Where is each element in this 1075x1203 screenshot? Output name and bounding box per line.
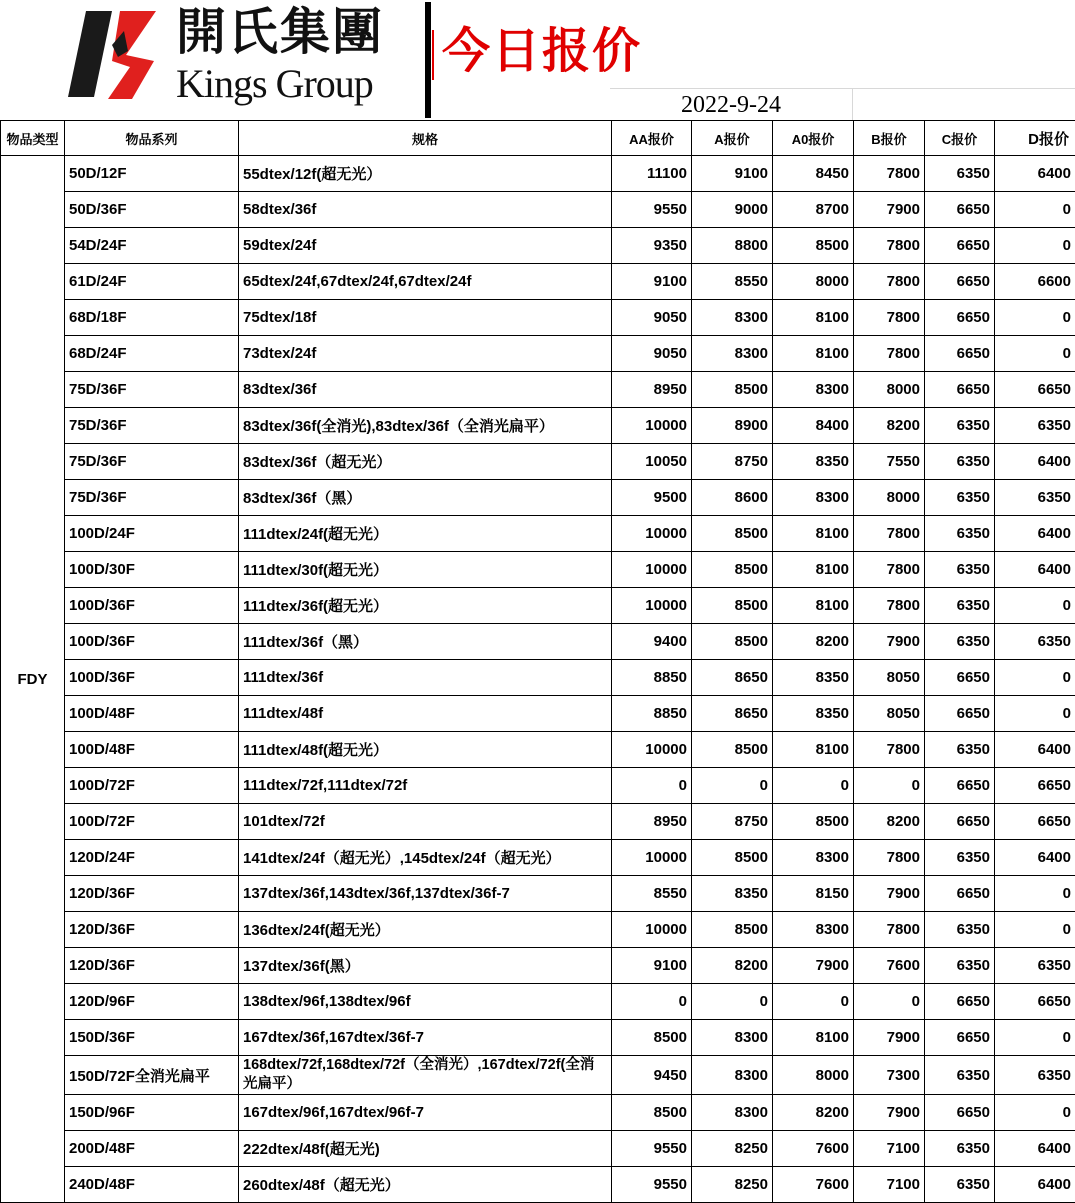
- price-cell: 6350: [925, 1131, 995, 1167]
- spec-cell: 55dtex/12f(超无光）: [239, 156, 612, 192]
- table-row: [1, 1167, 1075, 1203]
- kings-group-logo-icon: [68, 5, 164, 101]
- price-cell: 8000: [854, 372, 925, 408]
- price-cell: 6650: [925, 984, 995, 1020]
- price-cell: 8150: [773, 876, 854, 912]
- table-row: [1, 336, 1075, 372]
- quote-date: 2022-9-24: [610, 88, 852, 120]
- price-cell: 6350: [925, 912, 995, 948]
- table-row: [1, 552, 1075, 588]
- price-cell: 10050: [612, 444, 692, 480]
- table-header-row: [1, 121, 1075, 156]
- price-cell: 7800: [854, 156, 925, 192]
- price-cell: 6650: [925, 1020, 995, 1056]
- price-cell: 8500: [692, 516, 773, 552]
- series-cell: 100D/36F: [65, 660, 239, 696]
- price-cell: 0: [612, 984, 692, 1020]
- price-cell: 7600: [773, 1167, 854, 1203]
- table-row: [1, 264, 1075, 300]
- price-cell: 0: [995, 588, 1075, 624]
- price-cell: 8850: [612, 660, 692, 696]
- price-cell: 6400: [995, 1131, 1075, 1167]
- price-cell: 8650: [692, 660, 773, 696]
- price-cell: 8200: [854, 408, 925, 444]
- price-cell: 6400: [995, 732, 1075, 768]
- spec-cell: 111dtex/36f（黑）: [239, 624, 612, 660]
- table-row: [1, 516, 1075, 552]
- price-cell: 0: [995, 228, 1075, 264]
- series-cell: 100D/48F: [65, 696, 239, 732]
- spec-cell: 75dtex/18f: [239, 300, 612, 336]
- price-cell: 8550: [692, 264, 773, 300]
- price-cell: 8050: [854, 660, 925, 696]
- spec-cell: 101dtex/72f: [239, 804, 612, 840]
- table-row: [1, 624, 1075, 660]
- table-row: [1, 732, 1075, 768]
- price-cell: 11100: [612, 156, 692, 192]
- price-cell: 0: [995, 876, 1075, 912]
- price-cell: 0: [854, 768, 925, 804]
- series-cell: 150D/96F: [65, 1095, 239, 1131]
- table-row: [1, 228, 1075, 264]
- price-cell: 8750: [692, 444, 773, 480]
- price-cell: 10000: [612, 588, 692, 624]
- price-cell: 7800: [854, 912, 925, 948]
- page-header: [0, 0, 1075, 120]
- table-row: [1, 300, 1075, 336]
- price-cell: 0: [995, 660, 1075, 696]
- spec-cell: 111dtex/36f: [239, 660, 612, 696]
- series-cell: 100D/36F: [65, 624, 239, 660]
- table-row: [1, 1020, 1075, 1056]
- series-cell: 120D/36F: [65, 876, 239, 912]
- price-cell: 8500: [692, 912, 773, 948]
- column-header: A0报价: [773, 121, 854, 156]
- price-cell: 7900: [854, 624, 925, 660]
- spec-cell: 167dtex/96f,167dtex/96f-7: [239, 1095, 612, 1131]
- series-cell: 75D/36F: [65, 444, 239, 480]
- price-cell: 7900: [854, 192, 925, 228]
- price-cell: 0: [692, 768, 773, 804]
- price-cell: 7100: [854, 1167, 925, 1203]
- price-cell: 10000: [612, 840, 692, 876]
- price-cell: 0: [995, 1020, 1075, 1056]
- price-cell: 7100: [854, 1131, 925, 1167]
- price-cell: 8300: [692, 1095, 773, 1131]
- column-header: 物品类型: [1, 121, 65, 156]
- price-cell: 6650: [925, 696, 995, 732]
- table-row: [1, 768, 1075, 804]
- price-cell: 6350: [925, 444, 995, 480]
- price-cell: 7900: [854, 876, 925, 912]
- series-cell: 100D/72F: [65, 768, 239, 804]
- price-cell: 6350: [925, 516, 995, 552]
- price-cell: 8000: [773, 264, 854, 300]
- series-cell: 120D/96F: [65, 984, 239, 1020]
- price-cell: 6350: [995, 408, 1075, 444]
- item-type-cell: FDY: [1, 156, 65, 1203]
- column-header: B报价: [854, 121, 925, 156]
- price-cell: 6400: [995, 552, 1075, 588]
- price-cell: 8500: [773, 228, 854, 264]
- price-cell: 8100: [773, 516, 854, 552]
- price-cell: 8300: [773, 912, 854, 948]
- spec-cell: 83dtex/36f(全消光),83dtex/36f（全消光扁平）: [239, 408, 612, 444]
- price-cell: 8500: [692, 624, 773, 660]
- price-cell: 6650: [925, 804, 995, 840]
- price-cell: 8300: [692, 1056, 773, 1095]
- spec-cell: 138dtex/96f,138dtex/96f: [239, 984, 612, 1020]
- series-cell: 75D/36F: [65, 372, 239, 408]
- price-cell: 6650: [995, 768, 1075, 804]
- price-cell: 8550: [612, 876, 692, 912]
- series-cell: 100D/24F: [65, 516, 239, 552]
- price-cell: 0: [612, 768, 692, 804]
- price-cell: 9550: [612, 1131, 692, 1167]
- price-cell: 7900: [854, 1020, 925, 1056]
- price-cell: 7800: [854, 228, 925, 264]
- price-cell: 8300: [773, 372, 854, 408]
- price-cell: 7600: [854, 948, 925, 984]
- price-cell: 8300: [692, 1020, 773, 1056]
- price-cell: 6350: [925, 552, 995, 588]
- price-cell: 6650: [995, 372, 1075, 408]
- blank-header-cell: [852, 88, 1075, 121]
- price-cell: 8350: [773, 444, 854, 480]
- price-cell: 9100: [692, 156, 773, 192]
- series-cell: 68D/24F: [65, 336, 239, 372]
- price-cell: 8300: [692, 336, 773, 372]
- price-cell: 0: [995, 336, 1075, 372]
- spec-cell: 137dtex/36f,143dtex/36f,137dtex/36f-7: [239, 876, 612, 912]
- price-cell: 8500: [692, 372, 773, 408]
- page-title: 今日报价: [442, 18, 642, 84]
- price-cell: 6400: [995, 444, 1075, 480]
- price-cell: 9500: [612, 480, 692, 516]
- price-cell: 8250: [692, 1131, 773, 1167]
- series-cell: 120D/36F: [65, 948, 239, 984]
- price-cell: 8500: [692, 840, 773, 876]
- spec-cell: 111dtex/30f(超无光）: [239, 552, 612, 588]
- spec-cell: 137dtex/36f(黑）: [239, 948, 612, 984]
- price-cell: 7800: [854, 516, 925, 552]
- price-cell: 6350: [925, 480, 995, 516]
- spec-cell: 73dtex/24f: [239, 336, 612, 372]
- price-cell: 8350: [773, 660, 854, 696]
- table-row: [1, 1131, 1075, 1167]
- price-cell: 8200: [773, 1095, 854, 1131]
- table-row: [1, 660, 1075, 696]
- price-cell: 6400: [995, 516, 1075, 552]
- price-cell: 6650: [925, 1095, 995, 1131]
- price-cell: 7800: [854, 336, 925, 372]
- spec-cell: 167dtex/36f,167dtex/36f-7: [239, 1020, 612, 1056]
- price-cell: 7800: [854, 840, 925, 876]
- series-cell: 100D/36F: [65, 588, 239, 624]
- price-cell: 10000: [612, 516, 692, 552]
- table-row: [1, 444, 1075, 480]
- spec-cell: 59dtex/24f: [239, 228, 612, 264]
- price-cell: 6650: [995, 804, 1075, 840]
- price-cell: 0: [773, 984, 854, 1020]
- price-cell: 6350: [995, 480, 1075, 516]
- table-row: [1, 876, 1075, 912]
- series-cell: 100D/72F: [65, 804, 239, 840]
- series-cell: 100D/30F: [65, 552, 239, 588]
- series-cell: 68D/18F: [65, 300, 239, 336]
- price-cell: 7900: [854, 1095, 925, 1131]
- series-cell: 100D/48F: [65, 732, 239, 768]
- price-cell: 6350: [995, 948, 1075, 984]
- price-cell: 0: [854, 984, 925, 1020]
- price-cell: 8500: [692, 588, 773, 624]
- price-cell: 8200: [773, 624, 854, 660]
- price-cell: 6650: [925, 372, 995, 408]
- price-cell: 7800: [854, 300, 925, 336]
- series-cell: 240D/48F: [65, 1167, 239, 1203]
- price-cell: 8700: [773, 192, 854, 228]
- price-cell: 6350: [925, 408, 995, 444]
- price-cell: 6400: [995, 156, 1075, 192]
- spec-cell: 136dtex/24f(超无光）: [239, 912, 612, 948]
- price-cell: 8100: [773, 588, 854, 624]
- price-cell: 8750: [692, 804, 773, 840]
- price-cell: 8300: [773, 840, 854, 876]
- price-cell: 6600: [995, 264, 1075, 300]
- spec-cell: 222dtex/48f(超无光): [239, 1131, 612, 1167]
- price-cell: 7800: [854, 264, 925, 300]
- price-cell: 8250: [692, 1167, 773, 1203]
- price-cell: 9100: [612, 948, 692, 984]
- price-cell: 8950: [612, 372, 692, 408]
- logo-chinese-name: 開氏集團: [176, 2, 384, 62]
- price-cell: 8000: [854, 480, 925, 516]
- price-cell: 8100: [773, 1020, 854, 1056]
- table-row: [1, 840, 1075, 876]
- price-cell: 6350: [925, 732, 995, 768]
- spec-cell: 141dtex/24f（超无光）,145dtex/24f（超无光）: [239, 840, 612, 876]
- series-cell: 75D/36F: [65, 480, 239, 516]
- series-cell: 54D/24F: [65, 228, 239, 264]
- price-cell: 8950: [612, 804, 692, 840]
- price-cell: 9400: [612, 624, 692, 660]
- price-cell: 9000: [692, 192, 773, 228]
- price-cell: 8400: [773, 408, 854, 444]
- price-cell: 7550: [854, 444, 925, 480]
- spec-cell: 83dtex/36f（超无光）: [239, 444, 612, 480]
- price-cell: 0: [995, 300, 1075, 336]
- table-row: [1, 480, 1075, 516]
- spec-cell: 65dtex/24f,67dtex/24f,67dtex/24f: [239, 264, 612, 300]
- price-cell: 0: [995, 1095, 1075, 1131]
- table-row: [1, 192, 1075, 228]
- table-row: [1, 912, 1075, 948]
- price-cell: 8500: [773, 804, 854, 840]
- price-cell: 7800: [854, 732, 925, 768]
- table-row: [1, 1056, 1075, 1095]
- price-cell: 7800: [854, 588, 925, 624]
- price-cell: 6650: [925, 228, 995, 264]
- price-cell: 6350: [925, 840, 995, 876]
- spec-cell: 111dtex/36f(超无光）: [239, 588, 612, 624]
- series-cell: 75D/36F: [65, 408, 239, 444]
- price-cell: 6650: [925, 300, 995, 336]
- table-row: [1, 804, 1075, 840]
- series-cell: 61D/24F: [65, 264, 239, 300]
- series-cell: 50D/36F: [65, 192, 239, 228]
- column-header: AA报价: [612, 121, 692, 156]
- price-cell: 8000: [773, 1056, 854, 1095]
- price-cell: 0: [692, 984, 773, 1020]
- price-cell: 6650: [925, 336, 995, 372]
- price-cell: 6650: [925, 660, 995, 696]
- table-row: [1, 696, 1075, 732]
- price-cell: 8200: [692, 948, 773, 984]
- price-cell: 9550: [612, 1167, 692, 1203]
- price-cell: 10000: [612, 912, 692, 948]
- price-cell: 8500: [612, 1020, 692, 1056]
- column-header: 物品系列: [65, 121, 239, 156]
- price-cell: 8650: [692, 696, 773, 732]
- price-cell: 6400: [995, 1167, 1075, 1203]
- price-cell: 9450: [612, 1056, 692, 1095]
- price-cell: 9550: [612, 192, 692, 228]
- price-cell: 6650: [925, 192, 995, 228]
- spec-cell: 83dtex/36f（黑）: [239, 480, 612, 516]
- price-cell: 8850: [612, 696, 692, 732]
- price-cell: 7800: [854, 552, 925, 588]
- price-cell: 7600: [773, 1131, 854, 1167]
- price-cell: 7900: [773, 948, 854, 984]
- price-cell: 8050: [854, 696, 925, 732]
- price-cell: 8350: [692, 876, 773, 912]
- column-header: A报价: [692, 121, 773, 156]
- price-cell: 8100: [773, 552, 854, 588]
- title-accent-line: [432, 30, 434, 80]
- price-cell: 10000: [612, 408, 692, 444]
- table-row: [1, 1095, 1075, 1131]
- price-cell: 8500: [612, 1095, 692, 1131]
- column-header: 规格: [239, 121, 612, 156]
- price-cell: 6350: [925, 588, 995, 624]
- price-cell: 8200: [854, 804, 925, 840]
- spec-cell: 111dtex/72f,111dtex/72f: [239, 768, 612, 804]
- table-row: [1, 408, 1075, 444]
- series-cell: 150D/72F全消光扁平: [65, 1056, 239, 1095]
- series-cell: 120D/36F: [65, 912, 239, 948]
- price-cell: 10000: [612, 732, 692, 768]
- price-table: [0, 120, 1075, 1203]
- table-row: [1, 156, 1075, 192]
- spec-cell: 58dtex/36f: [239, 192, 612, 228]
- price-cell: 0: [773, 768, 854, 804]
- price-cell: 9050: [612, 336, 692, 372]
- price-cell: 6350: [925, 156, 995, 192]
- price-cell: 8350: [773, 696, 854, 732]
- series-cell: 120D/24F: [65, 840, 239, 876]
- price-cell: 8600: [692, 480, 773, 516]
- header-divider: [425, 2, 431, 118]
- logo-english-name: Kings Group: [176, 62, 373, 106]
- price-cell: 6350: [925, 1056, 995, 1095]
- spec-cell: 83dtex/36f: [239, 372, 612, 408]
- price-cell: 6350: [995, 624, 1075, 660]
- spec-cell: 111dtex/48f: [239, 696, 612, 732]
- table-row: [1, 588, 1075, 624]
- price-cell: 6350: [925, 948, 995, 984]
- spec-cell: 260dtex/48f（超无光）: [239, 1167, 612, 1203]
- price-cell: 8450: [773, 156, 854, 192]
- price-cell: 0: [995, 192, 1075, 228]
- price-cell: 8800: [692, 228, 773, 264]
- price-cell: 6350: [995, 1056, 1075, 1095]
- price-cell: 8500: [692, 732, 773, 768]
- column-header: D报价: [995, 121, 1075, 156]
- price-cell: 8500: [692, 552, 773, 588]
- series-cell: 150D/36F: [65, 1020, 239, 1056]
- price-cell: 10000: [612, 552, 692, 588]
- table-row: [1, 372, 1075, 408]
- spec-cell: 168dtex/72f,168dtex/72f（全消光）,167dtex/72f(全消光扁平）: [239, 1056, 612, 1095]
- price-cell: 6350: [925, 1167, 995, 1203]
- price-cell: 9100: [612, 264, 692, 300]
- price-cell: 6650: [925, 768, 995, 804]
- price-cell: 8100: [773, 732, 854, 768]
- price-cell: 6650: [995, 984, 1075, 1020]
- column-header: C报价: [925, 121, 995, 156]
- series-cell: 50D/12F: [65, 156, 239, 192]
- price-cell: 6350: [925, 624, 995, 660]
- price-cell: 8100: [773, 336, 854, 372]
- price-cell: 6400: [995, 840, 1075, 876]
- price-cell: 7300: [854, 1056, 925, 1095]
- price-cell: 6650: [925, 876, 995, 912]
- price-cell: 8100: [773, 300, 854, 336]
- series-cell: 200D/48F: [65, 1131, 239, 1167]
- table-row: [1, 948, 1075, 984]
- price-cell: 0: [995, 912, 1075, 948]
- price-cell: 0: [995, 696, 1075, 732]
- price-cell: 8300: [773, 480, 854, 516]
- spec-cell: 111dtex/48f(超无光）: [239, 732, 612, 768]
- table-row: [1, 984, 1075, 1020]
- price-cell: 8300: [692, 300, 773, 336]
- price-cell: 8900: [692, 408, 773, 444]
- price-cell: 9350: [612, 228, 692, 264]
- spec-cell: 111dtex/24f(超无光）: [239, 516, 612, 552]
- price-cell: 6650: [925, 264, 995, 300]
- price-cell: 9050: [612, 300, 692, 336]
